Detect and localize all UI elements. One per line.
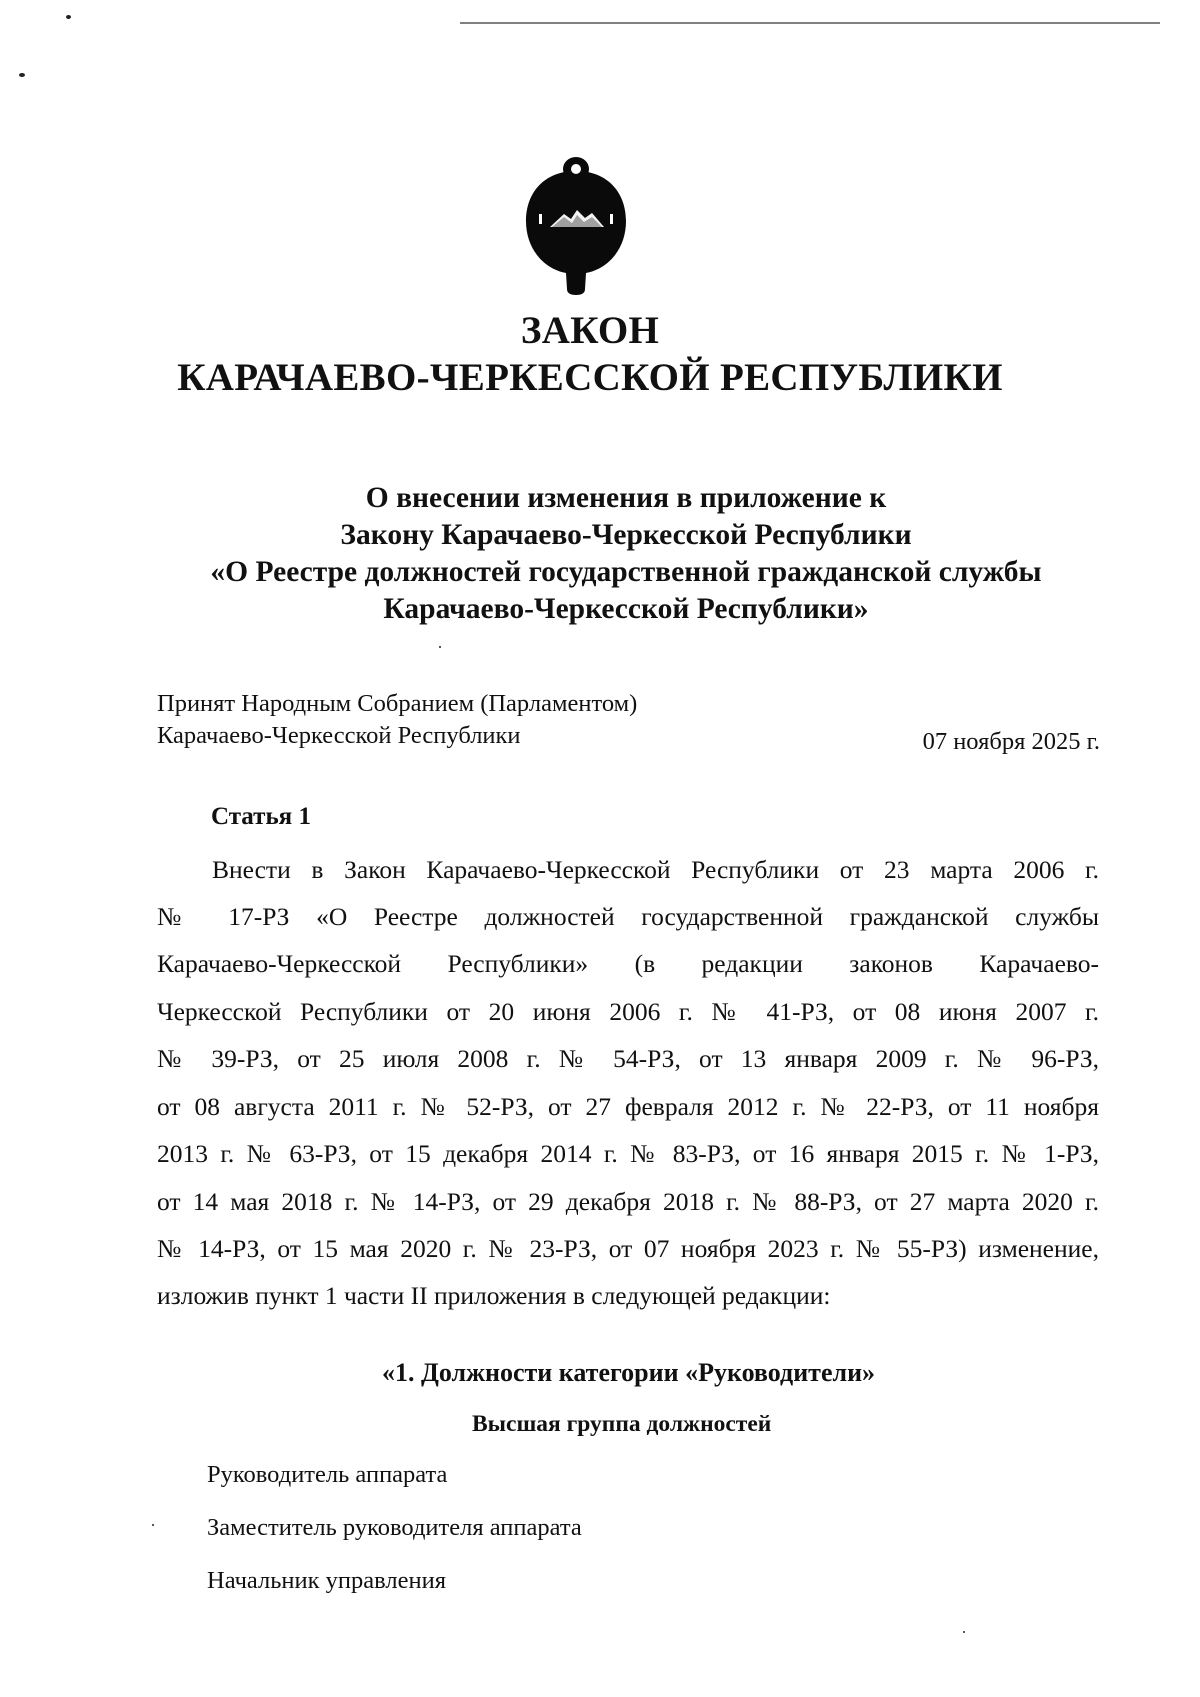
article-line: № 39-РЗ, от 25 июля 2008 г. № 54-РЗ, от 13 января 2009 г. № 96-РЗ,	[157, 1044, 1099, 1073]
article-line: от 08 августа 2011 г. № 52-РЗ, от 27 февраля 2012 г. № 22-РЗ, от 11 ноября	[157, 1092, 1099, 1121]
scan-speck	[152, 1524, 154, 1526]
adoption-line-2: Карачаево-Черкесской Республики	[157, 722, 521, 749]
list-item: Начальник управления	[207, 1567, 446, 1594]
article-line: Черкесской Республики от 20 июня 2006 г. № 41-РЗ, от 08 июня 2007 г.	[157, 997, 1099, 1026]
scan-speck	[439, 646, 441, 648]
subject-line: Карачаево-Черкесской Республики»	[383, 593, 869, 625]
article-line: изложив пункт 1 части II приложения в следующей редакции:	[157, 1281, 831, 1310]
section-title: «1. Должности категории «Руководители»	[382, 1358, 876, 1387]
article-line: Карачаево-Черкесской Республики» (в редакции законов Карачаево-	[157, 949, 1099, 978]
adoption-date: 07 ноября 2025 г.	[922, 728, 1100, 755]
scan-edge-line	[460, 22, 1160, 24]
list-item: Руководитель аппарата	[207, 1461, 448, 1488]
group-title: Высшая группа должностей	[472, 1411, 772, 1437]
article-line: № 14-РЗ, от 15 мая 2020 г. № 23-РЗ, от 07 ноября 2023 г. № 55-РЗ) изменение,	[157, 1234, 1099, 1263]
list-item: Заместитель руководителя аппарата	[207, 1514, 582, 1541]
article-line: № 17-РЗ «О Реестре должностей государственной гражданской службы	[157, 902, 1099, 931]
republic-title: КАРАЧАЕВО-ЧЕРКЕССКОЙ РЕСПУБЛИКИ	[177, 356, 1003, 399]
article-line: Внести в Закон Карачаево-Черкесской Республики от 23 марта 2006 г.	[212, 855, 1099, 884]
subject-line: О внесении изменения в приложение к	[365, 482, 887, 514]
article-line: 2013 г. № 63-РЗ, от 15 декабря 2014 г. № 83-РЗ, от 16 января 2015 г. № 1-РЗ,	[157, 1139, 1099, 1168]
scan-speck	[963, 1631, 965, 1633]
scan-speck	[19, 73, 25, 77]
subject-line: Закону Карачаево-Черкесской Республики	[340, 519, 912, 551]
scan-speck	[66, 15, 71, 19]
adoption-line-1: Принят Народным Собранием (Парламентом)	[157, 690, 638, 717]
article-title: Статья 1	[211, 803, 311, 830]
law-title: ЗАКОН	[520, 309, 660, 352]
article-line: от 14 мая 2018 г. № 14-РЗ, от 29 декабря 2018 г. № 88-РЗ, от 27 марта 2020 г.	[157, 1187, 1099, 1216]
subject-line: «О Реестре должностей государственной гражданской службы	[210, 556, 1042, 588]
republic-emblem-icon	[522, 157, 630, 297]
